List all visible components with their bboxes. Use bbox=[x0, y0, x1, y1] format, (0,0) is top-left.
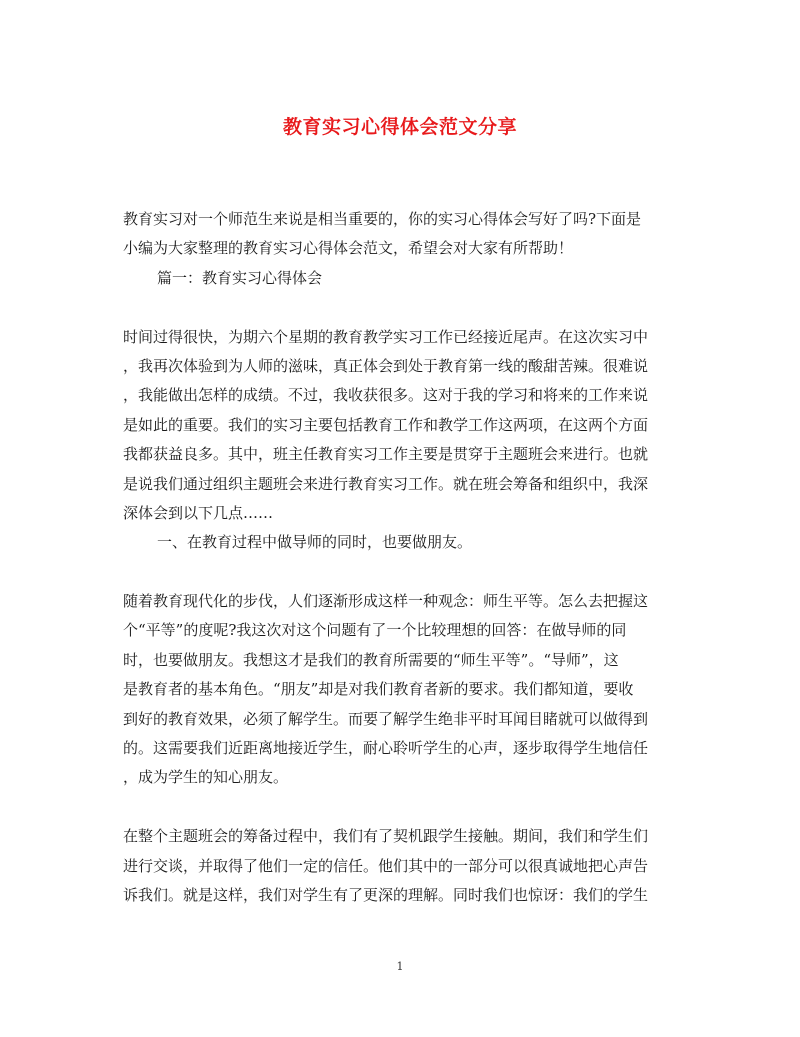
text-line: ，成为学生的知心朋友。 bbox=[123, 768, 289, 787]
text-line: 诉我们。就是这样，我们对学生有了更深的理解。同时我们也惊讶：我们的学生 bbox=[123, 885, 649, 904]
text-line: 深体会到以下几点…… bbox=[123, 503, 274, 522]
text-line: 个“平等”的度呢?我这次对这个问题有了一个比较理想的回答：在做导师的同 bbox=[123, 621, 627, 640]
paragraph-gap bbox=[123, 558, 679, 587]
paragraph bbox=[123, 822, 679, 910]
paragraph-gap bbox=[123, 793, 679, 822]
text-line: 的。这需要我们近距离地接近学生，耐心聆听学生的心声，逐步取得学生地信任 bbox=[123, 739, 649, 758]
text-line: ，我能做出怎样的成绩。不过，我收获很多。这对于我的学习和将来的工作来说 bbox=[123, 386, 649, 405]
paragraph-intro bbox=[123, 205, 679, 264]
text-line: 随着教育现代化的步伐，人们逐渐形成这样一种观念：师生平等。怎么去把握这 bbox=[123, 592, 649, 611]
text-line: 是教育者的基本角色。“朋友”却是对我们教育者新的要求。我们都知道，要收 bbox=[123, 680, 634, 699]
text-line: ，我再次体验到为人师的滋味，真正体会到处于教育第一线的酸甜苦辣。很难说 bbox=[123, 356, 649, 375]
section-heading: 篇一：教育实习心得体会 bbox=[157, 268, 323, 287]
text-line: 到好的教育效果，必须了解学生。而要了解学生绝非平时耳闻目睹就可以做得到 bbox=[123, 709, 649, 728]
text-line: 是说我们通过组织主题班会来进行教育实习工作。就在班会筹备和组织中，我深 bbox=[123, 474, 649, 493]
section-heading: 一、在教育过程中做导师的同时，也要做朋友。 bbox=[157, 533, 473, 552]
text-line: 小编为大家整理的教育实习心得体会范文，希望会对大家有所帮助！ bbox=[123, 239, 574, 258]
text-line: 我都获益良多。其中，班主任教育实习工作主要是贯穿于主题班会来进行。也就 bbox=[123, 445, 649, 464]
page-number: 1 bbox=[396, 960, 404, 973]
paragraph bbox=[123, 323, 679, 529]
paragraph bbox=[123, 587, 679, 793]
paragraph-gap bbox=[123, 293, 679, 322]
text-line: 在整个主题班会的筹备过程中，我们有了契机跟学生接触。期间，我们和学生们 bbox=[123, 827, 649, 846]
text-line: 时，也要做朋友。我想这才是我们的教育所需要的“师生平等”。“导师”，这 bbox=[123, 650, 619, 669]
text-line: 教育实习对一个师范生来说是相当重要的，你的实习心得体会写好了吗?下面是 bbox=[123, 210, 642, 228]
text-line: 是如此的重要。我们的实习主要包括教育工作和教学工作这两项，在这两个方面 bbox=[123, 415, 649, 434]
text-line: 进行交谈，并取得了他们一定的信任。他们其中的一部分可以很真诚地把心声告 bbox=[123, 856, 649, 875]
text-line: 时间过得很快，为期六个星期的教育教学实习工作已经接近尾声。在这次实习中 bbox=[123, 327, 649, 346]
document-title: 教育实习心得体会范文分享 bbox=[282, 116, 517, 138]
document-body bbox=[123, 205, 679, 910]
